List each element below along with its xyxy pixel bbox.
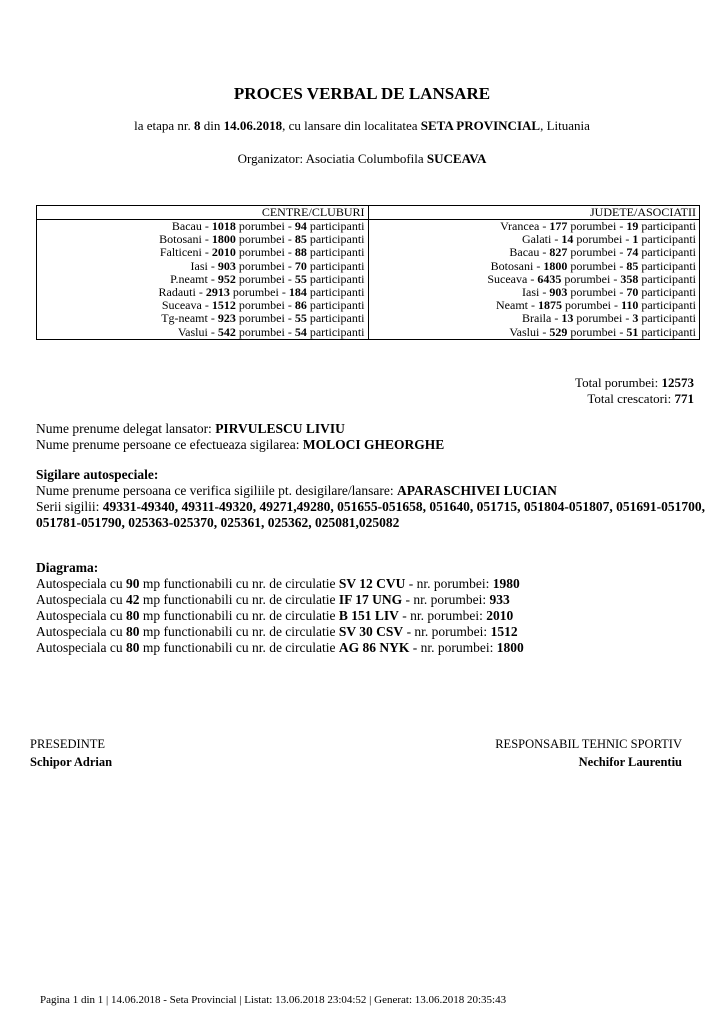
centre-pigeons: 923 [217, 311, 236, 326]
vehicle-mid: mp functionabili cu nr. de circulatie [139, 576, 339, 591]
sealer-line [36, 437, 444, 453]
centre-participants: 55 [294, 311, 307, 326]
county-participants: 1 [632, 232, 639, 247]
county-row: Botosani - 1800 porumbei - 85 participanti [490, 258, 696, 273]
seal-series: 49331-49340, 49311-49320, 49271,49280, 051655-051658, 051640, 051715, 051804-051807, 051691-051700, 051781-051790, 025363-025370, 025361, 025362, 025081,025082 [36, 499, 705, 530]
stage-suffix: , Lituania [540, 118, 590, 133]
county-pigeons: 529 [549, 324, 568, 339]
county-name: Vaslui [509, 324, 540, 339]
centre-row: P.neamt - 952 porumbei - 55 participanti [170, 271, 365, 286]
vehicle-area: 80 [125, 608, 140, 623]
counties-header: JUDETE/ASOCIATII [368, 206, 700, 220]
pigeons-word: porumbei - [573, 232, 633, 247]
total-breeders-label: Total crescatori: [587, 391, 675, 406]
release-location: SETA PROVINCIAL [420, 118, 541, 133]
vehicle-prefix: Autospeciala cu [36, 592, 126, 607]
vehicle-row [36, 640, 524, 656]
centre-row: Radauti - 2913 porumbei - 184 participanti [158, 285, 365, 300]
vehicle-count-label: - nr. porumbei: [398, 608, 487, 623]
vehicle-prefix: Autospeciala cu [36, 608, 126, 623]
sealer-name: MOLOCI GHEORGHE [302, 437, 445, 452]
participants-word: participanti [306, 298, 365, 313]
participants-word: participanti [306, 311, 365, 326]
pigeons-word: porumbei - [235, 245, 295, 260]
participation-table [36, 205, 700, 340]
vehicle-pigeons: 933 [489, 592, 510, 607]
vehicle-pigeons: 1980 [492, 576, 520, 591]
county-participants: 110 [621, 298, 639, 313]
vehicle-area: 80 [125, 640, 140, 655]
centre-participants: 54 [294, 324, 307, 339]
stage-mid1: din [200, 118, 224, 133]
vehicle-plate: SV 12 CVU [338, 576, 406, 591]
technical-manager-title: RESPONSABIL TEHNIC SPORTIV [495, 737, 682, 751]
total-pigeons-value: 12573 [661, 375, 694, 390]
participants-word: participanti [306, 258, 365, 273]
organizer-line [0, 151, 724, 167]
pigeons-word: porumbei - [567, 258, 627, 273]
pigeons-word: porumbei - [567, 285, 627, 300]
vehicle-mid: mp functionabili cu nr. de circulatie [139, 624, 339, 639]
organizer-label: Organizator: Asociatia Columbofila [237, 151, 427, 166]
diagram-section [36, 560, 524, 656]
county-pigeons: 903 [549, 285, 568, 300]
county-row: Neamt - 1875 porumbei - 110 participanti [496, 298, 696, 313]
pigeons-word: porumbei - [229, 285, 289, 300]
vehicle-list [36, 576, 524, 656]
centre-row: Falticeni - 2010 porumbei - 88 participanti [159, 245, 365, 260]
total-breeders [575, 391, 694, 407]
centres-header: CENTRE/CLUBURI [37, 206, 369, 220]
vehicle-prefix: Autospeciala cu [36, 576, 126, 591]
pigeons-word: porumbei - [567, 324, 627, 339]
centre-pigeons: 1800 [211, 232, 236, 247]
county-row: Galati - 14 porumbei - 1 participanti [522, 232, 696, 247]
technical-manager-name: Nechifor Laurentiu [578, 755, 682, 769]
participants-word: participanti [638, 311, 696, 326]
county-participants: 358 [620, 271, 639, 286]
vehicle-pigeons: 1800 [496, 640, 524, 655]
sealing-heading: Sigilare autospeciale: [36, 467, 159, 482]
participants-word: participanti [638, 232, 696, 247]
participants-word: participanti [306, 219, 365, 233]
county-participants: 74 [626, 245, 639, 260]
verifier-label: Nume prenume persoana ce verifica sigiliile pt. desigilare/lansare: [36, 483, 397, 498]
president-name: Schipor Adrian [30, 755, 113, 769]
sealer-label: Nume prenume persoane ce efectueaza sigilarea: [36, 437, 303, 452]
county-participants: 19 [626, 219, 639, 233]
vehicle-plate: B 151 LIV [338, 608, 399, 623]
centre-name: Suceava [161, 298, 202, 313]
vehicle-pigeons: 2010 [486, 608, 514, 623]
county-name: Braila [522, 311, 552, 326]
centre-pigeons: 903 [217, 258, 236, 273]
verifier-name: APARASCHIVEI LUCIAN [396, 483, 557, 498]
centre-participants: 85 [294, 232, 307, 247]
participants-word: participanti [306, 232, 365, 247]
centre-row: Botosani - 1800 porumbei - 85 participanti [159, 232, 365, 247]
participants-word: participanti [638, 258, 696, 273]
technical-manager-signature [495, 735, 682, 771]
centre-name: P.neamt [170, 271, 208, 286]
participants-word: participanti [638, 271, 696, 286]
county-pigeons: 827 [549, 245, 568, 260]
pigeons-word: porumbei - [235, 232, 295, 247]
participants-word: participanti [638, 285, 696, 300]
centre-name: Falticeni [159, 245, 202, 260]
verifier-line [36, 483, 706, 499]
vehicle-plate: IF 17 UNG [338, 592, 403, 607]
centre-pigeons: 2913 [205, 285, 230, 300]
vehicle-row [36, 608, 524, 624]
county-participants: 70 [626, 285, 639, 300]
delegate-name: PIRVULESCU LIVIU [215, 421, 345, 436]
sealing-section [36, 467, 706, 531]
vehicle-mid: mp functionabili cu nr. de circulatie [139, 640, 339, 655]
centre-pigeons: 952 [217, 271, 236, 286]
centre-name: Botosani [159, 232, 202, 247]
participants-word: participanti [638, 324, 696, 339]
county-row: Vrancea - 177 porumbei - 19 participanti [500, 219, 696, 233]
county-name: Neamt [496, 298, 528, 313]
pigeons-word: porumbei - [235, 271, 295, 286]
totals [575, 375, 694, 407]
centre-participants: 184 [288, 285, 307, 300]
county-row: Vaslui - 529 porumbei - 51 participanti [509, 324, 696, 339]
vehicle-row [36, 592, 524, 608]
centre-row: Vaslui - 542 porumbei - 54 participanti [177, 324, 365, 339]
stage-line [0, 118, 724, 134]
county-pigeons: 14 [561, 232, 574, 247]
pigeons-word: porumbei - [567, 219, 627, 233]
vehicle-row [36, 624, 524, 640]
centre-pigeons: 1018 [211, 219, 236, 233]
county-pigeons: 177 [549, 219, 568, 233]
diagram-heading: Diagrama: [36, 560, 99, 575]
county-name: Bacau [509, 245, 540, 260]
county-row: Bacau - 827 porumbei - 74 participanti [509, 245, 696, 260]
stage-prefix: la etapa nr. [134, 118, 195, 133]
vehicle-prefix: Autospeciala cu [36, 640, 126, 655]
centre-row: Tg-neamt - 923 porumbei - 55 participanti [161, 311, 365, 326]
pigeons-word: porumbei - [235, 298, 295, 313]
centre-row: Suceava - 1512 porumbei - 86 participanti [161, 298, 365, 313]
seal-series-label: Serii sigilii: [36, 499, 103, 514]
county-name: Vrancea [500, 219, 540, 233]
county-name: Suceava [487, 271, 528, 286]
vehicle-plate: AG 86 NYK [338, 640, 410, 655]
pigeons-word: porumbei - [562, 298, 621, 313]
stage-number: 8 [194, 118, 201, 133]
centre-row: Iasi - 903 porumbei - 70 participanti [190, 258, 365, 273]
participants-word: participanti [306, 324, 365, 339]
county-pigeons: 13 [561, 311, 574, 326]
delegate-label: Nume prenume delegat lansator: [36, 421, 216, 436]
county-name: Galati [522, 232, 552, 247]
centre-row: Bacau - 1018 porumbei - 94 participanti [171, 219, 365, 233]
organizer-name: SUCEAVA [426, 151, 487, 166]
county-row: Iasi - 903 porumbei - 70 participanti [522, 285, 696, 300]
centre-name: Vaslui [177, 324, 208, 339]
centre-participants: 86 [294, 298, 307, 313]
vehicle-count-label: - nr. porumbei: [409, 640, 497, 655]
president-title: PRESEDINTE [30, 737, 105, 751]
centre-name: Radauti [158, 285, 196, 300]
county-participants: 85 [626, 258, 639, 273]
centre-participants: 94 [294, 219, 307, 233]
vehicle-count-label: - nr. porumbei: [403, 624, 491, 639]
county-row: Braila - 13 porumbei - 3 participanti [522, 311, 696, 326]
participants-word: participanti [638, 245, 696, 260]
pigeons-word: porumbei - [235, 311, 295, 326]
counties-list [368, 220, 700, 340]
county-pigeons: 6435 [537, 271, 562, 286]
total-pigeons-label: Total porumbei: [575, 375, 662, 390]
pigeons-word: porumbei - [235, 324, 295, 339]
county-row: Suceava - 6435 porumbei - 358 participanti [487, 271, 696, 286]
centre-pigeons: 542 [217, 324, 236, 339]
county-participants: 51 [626, 324, 639, 339]
total-pigeons [575, 375, 694, 391]
stage-date: 14.06.2018 [223, 118, 283, 133]
delegate-section [36, 421, 444, 453]
county-pigeons: 1800 [543, 258, 568, 273]
pigeons-word: porumbei - [567, 245, 627, 260]
president-signature [30, 735, 112, 771]
page-footer: Pagina 1 din 1 | 14.06.2018 - Seta Provincial | Listat: 13.06.2018 23:04:52 | Generat: 13.06.2018 20:35:43 [40, 994, 507, 1006]
vehicle-mid: mp functionabili cu nr. de circulatie [139, 608, 339, 623]
county-name: Iasi [522, 285, 540, 300]
stage-mid2: , cu lansare din localitatea [282, 118, 421, 133]
pigeons-word: porumbei - [573, 311, 633, 326]
centre-name: Tg-neamt [161, 311, 208, 326]
participants-word: participanti [638, 219, 696, 233]
participants-word: participanti [638, 298, 696, 313]
vehicle-count-label: - nr. porumbei: [402, 592, 490, 607]
vehicle-area: 90 [125, 576, 140, 591]
total-breeders-value: 771 [674, 391, 694, 406]
vehicle-area: 42 [125, 592, 140, 607]
centre-participants: 88 [294, 245, 307, 260]
centre-participants: 70 [294, 258, 307, 273]
centre-name: Bacau [171, 219, 202, 233]
pigeons-word: porumbei - [235, 258, 295, 273]
seal-series-line [36, 499, 706, 531]
participants-word: participanti [306, 285, 365, 300]
centre-pigeons: 1512 [211, 298, 236, 313]
vehicle-mid: mp functionabili cu nr. de circulatie [139, 592, 339, 607]
centre-pigeons: 2010 [211, 245, 236, 260]
vehicle-plate: SV 30 CSV [338, 624, 404, 639]
vehicle-count-label: - nr. porumbei: [405, 576, 493, 591]
vehicle-pigeons: 1512 [490, 624, 518, 639]
county-pigeons: 1875 [538, 298, 562, 313]
vehicle-row [36, 576, 524, 592]
participants-word: participanti [306, 245, 365, 260]
delegate-line [36, 421, 444, 437]
pigeons-word: porumbei - [561, 271, 621, 286]
county-participants: 3 [632, 311, 639, 326]
participants-word: participanti [306, 271, 365, 286]
pigeons-word: porumbei - [235, 219, 295, 233]
centre-participants: 55 [294, 271, 307, 286]
centres-list [37, 220, 369, 340]
document-title: PROCES VERBAL DE LANSARE [233, 84, 491, 103]
county-name: Botosani [490, 258, 534, 273]
vehicle-area: 80 [125, 624, 140, 639]
centre-name: Iasi [190, 258, 208, 273]
vehicle-prefix: Autospeciala cu [36, 624, 126, 639]
